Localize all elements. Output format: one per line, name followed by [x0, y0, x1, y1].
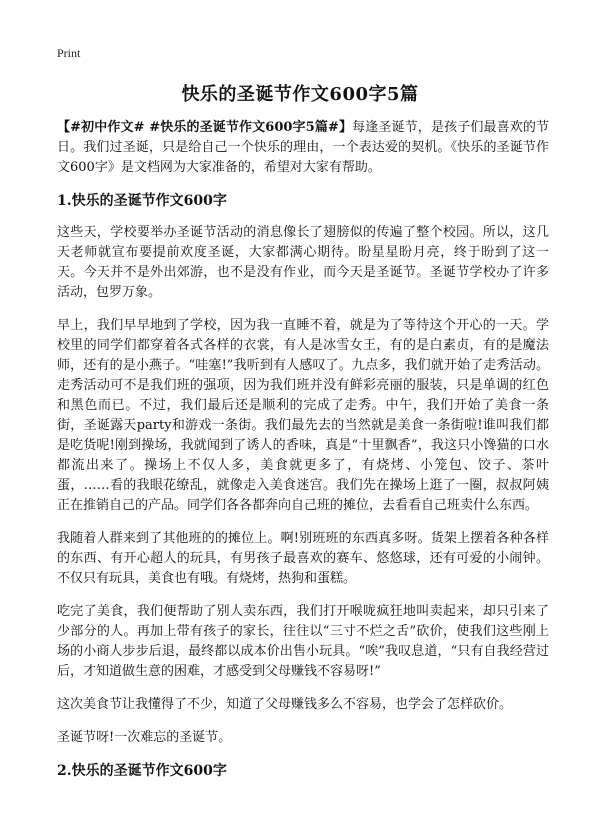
body-paragraph: 这次美食节让我懂得了不少，知道了父母赚钱多么不容易，也学会了怎样砍价。 [57, 697, 513, 712]
section-heading: 1.快乐的圣诞节作文600字 [57, 193, 227, 209]
intro-paragraph [57, 118, 549, 178]
body-paragraph: 圣诞节呀!一次难忘的圣诞节。 [57, 730, 232, 745]
document-title: 快乐的圣诞节作文600字5篇 [181, 84, 419, 105]
intro-text: 每逢圣诞节，是孩子们最喜欢的节日。我们过圣诞，只是给自己一个快乐的理由，一个表达爱的契机。《快乐的圣诞节作文600字》是文档网为大家准备的，希望对大家有帮助。 [57, 120, 549, 175]
section-heading: 2.快乐的圣诞节作文600字 [57, 763, 227, 779]
intro-tag: 【#初中作文# #快乐的圣诞节作文600字5篇#】 [57, 120, 353, 135]
print-label: Print [57, 46, 81, 60]
body-paragraph: 我随着人群来到了其他班的的摊位上。啊!别班班的东西真多呀。货架上摆着各种各样的东西、有开心超人的玩具，有男孩子最喜欢的赛车、悠悠球，还有可爱的小闹钟。不仅只有玩具，美食也有哦。有烧烤，热狗和蛋糕。 [57, 531, 549, 586]
body-paragraph: 早上，我们早早地到了学校，因为我一直睡不着，就是为了等待这个开心的一天。学校里的同学们都穿着各式各样的衣裳，有人是冰雪女王，有的是白素贞，有的是魔法师，还有的是小燕子。“哇塞!”我听到有人感叹了。九点多，我们就开始了走秀活动。走秀活动可不是我们班的强项，因为我们班并没有鲜彩亮丽的服装，只是单调的红色和黑色而已。不过，我们最后还是顺利的完成了走秀。中午，我们开始了美食一条街，圣诞露天party和游戏一条街。我们最先去的当然就是美食一条街啦!谁叫我们都是吃货呢!刚到操场，我就闻到了诱人的香味，真是“十里飘香”，我这只小馋猫的口水都流出来了。操场上不仅人多，美食就更多了，有烧烤、小笼包、饺子、茶叶蛋，……看的我眼花缭乱，就像走入美食迷宫。我们先在操场上逛了一圈，叔叔阿姨正在推销自己的产品。同学们各各都奔向自己班的摊位，去看看自己班卖什么东西。 [57, 318, 549, 513]
body-paragraph: 吃完了美食，我们便帮助了别人卖东西，我们打开喉咙疯狂地叫卖起来，却只引来了少部分的人。再加上带有孩子的家长，往往以“三寸不烂之舌”砍价，使我们这些刚上场的小商人步步后退，最终都以成本价出售小玩具。“唉”我叹息道，“只有自我经营过后，才知道做生意的困难，才感受到父母赚钱不容易呀!” [57, 604, 549, 679]
document-body [57, 118, 549, 793]
body-paragraph: 这些天，学校要举办圣诞节活动的消息像长了翅膀似的传遍了整个校园。所以，这几天老师就宣布要提前欢度圣诞，大家都满心期待。盼星星盼月亮，终于盼到了这一天。今天并不是外出郊游，也不是没有作业，而今天是圣诞节。圣诞节学校办了许多活动，包罗万象。 [57, 225, 549, 300]
